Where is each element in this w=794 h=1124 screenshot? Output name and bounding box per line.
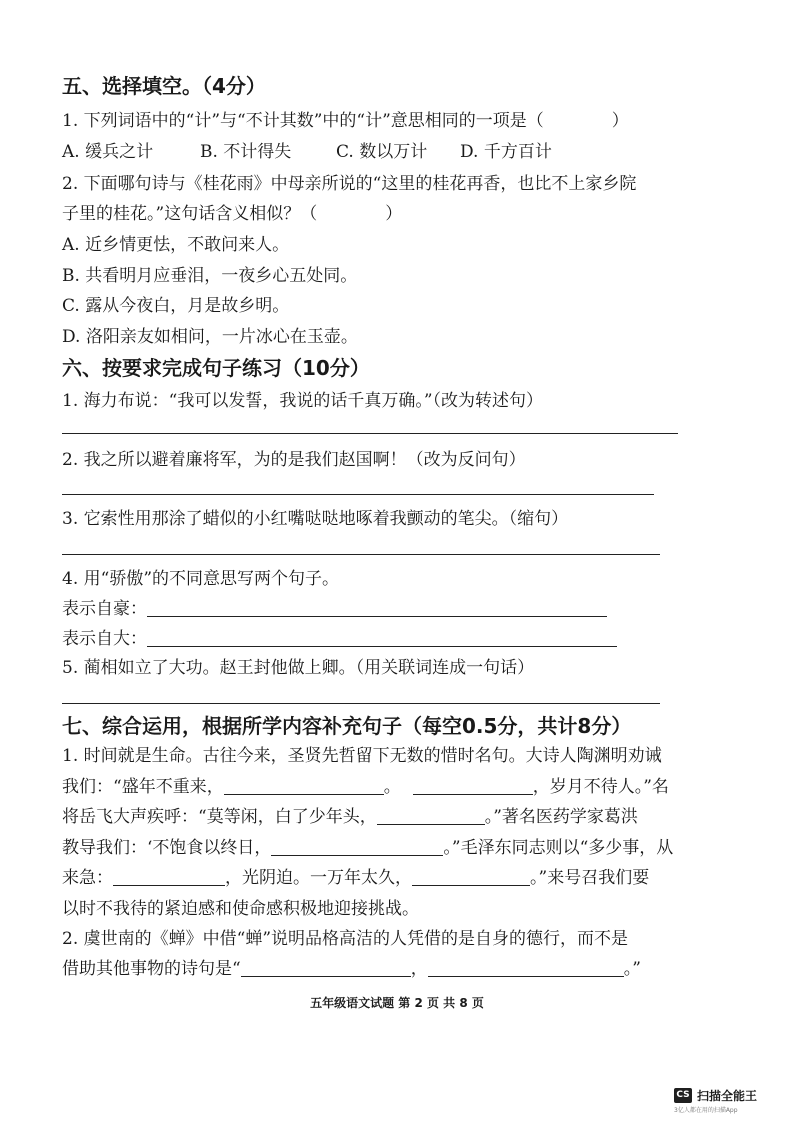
s5-q1-stem: 1. 下列词语中的“计”与“不计其数”中的“计”意思相同的一项是（ ） <box>62 111 629 131</box>
s5-q2-option-c: C. 露从今夜白，月是故乡明。 <box>62 296 290 316</box>
s7-p1-line2-text-b: 。 <box>383 777 401 797</box>
s6-q2: 2. 我之所以避着廉将军，为的是我们赵国啊！（改为反问句） <box>62 450 526 470</box>
s7-blank-5[interactable] <box>113 868 225 886</box>
section-6-title: 六、按要求完成句子练习（10分） <box>62 356 370 380</box>
section-7-title: 七、综合运用，根据所学内容补充句子（每空0.5分，共计8分） <box>62 714 632 738</box>
page-footer: 五年级语文试题 第 2 页 共 8 页 <box>310 996 484 1010</box>
section-5-title: 五、选择填空。（4分） <box>62 74 266 98</box>
s6-q1-answer-line[interactable] <box>62 433 678 434</box>
s7-p1-line4-text-a: 教导我们：‘不饱食以终日， <box>62 838 272 858</box>
s7-blank-8[interactable] <box>428 959 624 977</box>
s7-p2-line2-text-c: 。” <box>623 959 641 979</box>
s7-p1-line3-text-a: 将岳飞大声疾呼：“莫等闲，白了少年头， <box>62 807 377 827</box>
s6-q4-arrogant-row <box>62 627 617 651</box>
s6-q4-arrogant-label: 表示自大： <box>62 629 147 649</box>
s7-p1-line2 <box>62 775 669 799</box>
s5-q1-option-a: A. 缓兵之计 <box>62 142 154 162</box>
s5-q1-option-c: C. 数以万计 <box>336 142 428 162</box>
s7-p1-line4-text-b: 。”毛泽东同志则以“多少事，从 <box>443 838 674 858</box>
s7-blank-1[interactable] <box>224 777 384 795</box>
s7-blank-2[interactable] <box>413 777 533 795</box>
s7-p1-line5 <box>62 866 649 890</box>
s7-p1-line1: 1. 时间就是生命。古往今来，圣贤先哲留下无数的惜时名句。大诗人陶渊明劝诫 <box>62 746 662 766</box>
s5-q2-stem-line2: 子里的桂花。”这句话含义相似？（ ） <box>62 204 403 224</box>
s7-p1-line5-text-c: 。”来号召我们要 <box>530 868 650 888</box>
camscanner-logo-icon: CS <box>674 1088 692 1103</box>
s7-p1-line3-text-b: 。”著名医药学家葛洪 <box>484 807 638 827</box>
s6-q4-proud-blank[interactable] <box>147 599 607 617</box>
s7-p1-line3 <box>62 805 638 829</box>
s6-q4-proud-row <box>62 597 607 621</box>
s5-q2-option-a: A. 近乡情更怯，不敢问来人。 <box>62 235 290 255</box>
s6-q2-answer-line[interactable] <box>62 494 654 495</box>
s5-q2-option-b: B. 共看明月应垂泪，一夜乡心五处同。 <box>62 266 358 286</box>
s7-p2-line2 <box>62 957 641 981</box>
s7-blank-3[interactable] <box>377 807 485 825</box>
s5-q1-option-d: D. 千方百计 <box>460 142 552 162</box>
s7-p1-line2-text-a: 我们：“盛年不重来， <box>62 777 224 797</box>
s7-p2-line2-text-b: ， <box>410 959 428 979</box>
s6-q5-answer-line[interactable] <box>62 703 660 704</box>
s7-p2-line1: 2. 虞世南的《蝉》中借“蝉”说明品格高洁的人凭借的是自身的德行，而不是 <box>62 929 629 949</box>
s6-q3-answer-line[interactable] <box>62 554 660 555</box>
s6-q4-arrogant-blank[interactable] <box>147 629 617 647</box>
s7-p1-line4 <box>62 836 673 860</box>
s7-p1-line5-text-a: 来急： <box>62 868 113 888</box>
s7-p1-line5-text-b: ，光阴迫。一万年太久， <box>225 868 412 888</box>
scanner-app-name: 扫描全能王 <box>697 1089 758 1103</box>
s6-q4-proud-label: 表示自豪： <box>62 599 147 619</box>
s5-q2-stem-line1: 2. 下面哪句诗与《桂花雨》中母亲所说的“这里的桂花再香，也比不上家乡院 <box>62 174 637 194</box>
s5-q1-option-b: B. 不计得失 <box>200 142 292 162</box>
s6-q1: 1. 海力布说：“我可以发誓，我说的话千真万确。”（改为转述句） <box>62 391 544 411</box>
s6-q4: 4. 用“骄傲”的不同意思写两个句子。 <box>62 569 340 589</box>
s7-p1-line2-text-c: ，岁月不待人。”名 <box>532 777 669 797</box>
s7-blank-7[interactable] <box>241 959 411 977</box>
s6-q3: 3. 它索性用那涂了蜡似的小红嘴哒哒地啄着我颤动的笔尖。（缩句） <box>62 509 569 529</box>
s5-q1-options <box>62 140 622 164</box>
s7-blank-6[interactable] <box>412 868 530 886</box>
s6-q5: 5. 蔺相如立了大功。赵王封他做上卿。（用关联词连成一句话） <box>62 658 535 678</box>
s7-blank-4[interactable] <box>271 838 443 856</box>
scanner-tagline: 3亿人都在用的扫描App <box>674 1107 738 1114</box>
s7-p2-line2-text-a: 借助其他事物的诗句是“ <box>62 959 241 979</box>
s7-p1-line6: 以时不我待的紧迫感和使命感积极地迎接挑战。 <box>62 899 419 919</box>
s5-q2-option-d: D. 洛阳亲友如相问，一片冰心在玉壶。 <box>62 327 358 347</box>
